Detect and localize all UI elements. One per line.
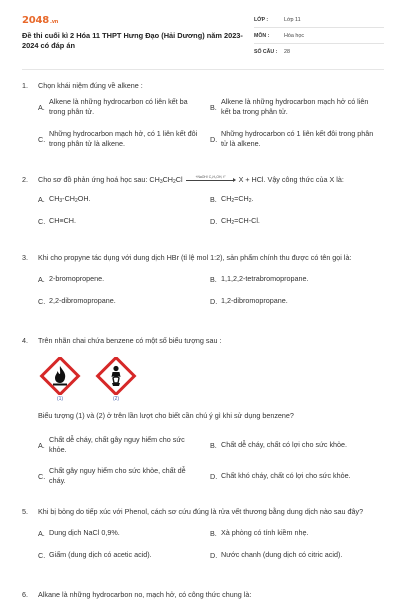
- option-d[interactable]: [210, 471, 382, 481]
- options: [38, 521, 382, 565]
- meta-value: Hóa học: [284, 32, 305, 39]
- option-text: Chất dễ cháy, chất gây nguy hiểm cho sức khỏe.: [49, 435, 185, 454]
- option-letter: B.: [210, 528, 217, 538]
- option-text: CH≡CH.: [49, 216, 76, 225]
- logo-text: 2048: [22, 15, 50, 26]
- question-number: 5.: [22, 507, 28, 516]
- option-text: Những hydrocarbon mạch hở, có 1 liên kết đôi trong phân tử là alkene.: [49, 129, 198, 148]
- option-letter: B.: [210, 274, 217, 284]
- question-number: 4.: [22, 336, 28, 345]
- option-c[interactable]: [38, 466, 208, 486]
- option-d[interactable]: [210, 216, 382, 226]
- question-text: Trên nhãn chai chứa benzene có một số biểu tượng sau :: [38, 336, 222, 345]
- flame-icon: [38, 357, 82, 395]
- option-text: Chất gây nguy hiểm cho sức khỏe, chất dễ cháy.: [49, 466, 186, 485]
- reaction-text: X + HCl. Vậy công thức của X là:: [238, 175, 344, 184]
- pictogram-caption: (1): [56, 396, 64, 402]
- option-letter: C.: [38, 471, 46, 481]
- option-text: $CH_2=CH-Cl$.: [221, 216, 260, 226]
- option-text: 2-bromopropene.: [49, 274, 105, 283]
- option-a[interactable]: [38, 274, 208, 284]
- options: [38, 189, 382, 233]
- options: [38, 425, 382, 489]
- option-c[interactable]: [38, 550, 208, 560]
- reaction-text: Cho sơ đồ phản ứng hoá học sau: CH: [38, 175, 160, 184]
- option-d[interactable]: [210, 550, 382, 560]
- reaction-text: Cl: [175, 175, 183, 184]
- question-text: Khi cho propyne tác dụng với dung dịch HBr (tỉ lệ mol 1:2), sản phẩm chính thu được có tên gọi là:: [38, 253, 352, 262]
- option-text: 2,2-dibromopropane.: [49, 296, 116, 305]
- option-text: 1,2-dibromopropane.: [221, 296, 288, 305]
- question-1: [22, 80, 382, 157]
- subscript: 2: [172, 179, 176, 185]
- health-hazard-icon: [94, 357, 138, 395]
- meta-label: LỚP :: [254, 16, 269, 23]
- option-text: Những hydrocarbon có 1 liên kết đôi trong phân tử là alkene.: [221, 129, 374, 148]
- option-letter: D.: [210, 296, 218, 306]
- question-number: 2.: [22, 175, 28, 184]
- option-d[interactable]: [210, 129, 382, 149]
- option-letter: B.: [210, 440, 217, 450]
- question-stem: [22, 174, 382, 185]
- meta-label: SỐ CÂU :: [254, 49, 278, 55]
- question-number: 3.: [22, 253, 28, 262]
- option-letter: D.: [210, 550, 218, 560]
- header-divider: [22, 69, 384, 70]
- option-text: $CH_2=CH_2$.: [221, 194, 254, 204]
- option-letter: A.: [38, 528, 45, 538]
- meta-row-subject: [254, 28, 384, 44]
- question-4-prompt: [22, 410, 382, 489]
- option-text: Nước chanh (dung dịch có citric acid).: [221, 550, 343, 559]
- option-a[interactable]: [38, 194, 208, 204]
- question-text: Alkane là những hydrocarbon no, mạch hở, có công thức chung là:: [38, 590, 252, 599]
- option-a[interactable]: [38, 435, 208, 455]
- option-letter: A.: [38, 102, 45, 112]
- option-letter: D.: [210, 216, 218, 226]
- option-text: $CH_3-CH_2OH$.: [49, 194, 91, 204]
- option-text: Dung dịch NaCl 0,9%.: [49, 528, 120, 537]
- option-letter: C.: [38, 550, 46, 560]
- question-stem: [22, 335, 382, 346]
- option-b[interactable]: [210, 528, 382, 538]
- meta-label: MÔN :: [254, 32, 270, 39]
- question-text: Khi bị bỏng do tiếp xúc với Phenol, cách sơ cứu đúng là rửa vết thương bằng dung dịch nào sau đây?: [38, 507, 364, 516]
- option-letter: C.: [38, 134, 46, 144]
- question-stem: [22, 589, 382, 600]
- option-c[interactable]: [38, 216, 208, 226]
- options: [38, 267, 382, 311]
- option-letter: C.: [38, 216, 46, 226]
- option-letter: A.: [38, 440, 45, 450]
- option-letter: D.: [210, 471, 218, 481]
- question-6: [22, 589, 382, 600]
- question-5: [22, 506, 382, 565]
- option-a[interactable]: [38, 528, 208, 538]
- reaction-condition: +NaOH/ C₂H₅OH, t°: [195, 175, 226, 180]
- option-text: 1,1,2,2-tetrabromopropane.: [221, 274, 309, 283]
- hazard-pictograms: [38, 357, 158, 405]
- reaction-text: CH: [162, 175, 173, 184]
- option-text: Xà phòng có tính kiềm nhẹ.: [221, 528, 309, 537]
- question-text: Biểu tượng (1) và (2) ở trên lần lượt cho biết cần chú ý gì khi sử dụng benzene?: [38, 411, 294, 420]
- option-text: Chất khó cháy, chất có lợi cho sức khỏe.: [221, 471, 351, 480]
- option-a[interactable]: [38, 97, 208, 117]
- question-number: 1.: [22, 81, 28, 90]
- meta-row-count: [254, 44, 384, 60]
- option-text: Chất dễ cháy, chất có lợi cho sức khỏe.: [221, 440, 348, 449]
- meta-value: 28: [284, 49, 290, 55]
- option-c[interactable]: [38, 296, 208, 306]
- subscript: 3: [159, 179, 163, 185]
- options: [38, 95, 382, 157]
- flammable-pictogram: [38, 357, 82, 402]
- option-letter: A.: [38, 274, 45, 284]
- question-4: [22, 335, 382, 346]
- pictogram-caption: (2): [112, 396, 120, 402]
- question-stem: [22, 252, 382, 263]
- option-letter: B.: [210, 102, 217, 112]
- option-b[interactable]: [210, 97, 382, 117]
- option-letter: B.: [210, 194, 217, 204]
- health-hazard-pictogram: [94, 357, 138, 402]
- meta-row-class: [254, 12, 384, 28]
- site-logo[interactable]: [22, 15, 58, 26]
- question-3: [22, 252, 382, 311]
- option-b[interactable]: [210, 440, 382, 450]
- option-letter: C.: [38, 296, 46, 306]
- option-c[interactable]: [38, 129, 208, 149]
- question-text: Chọn khái niệm đúng về alkene :: [38, 81, 143, 90]
- option-d[interactable]: [210, 296, 382, 306]
- option-text: Alkene là những hydrocarbon có liên kết ba trong phân tử.: [49, 97, 188, 116]
- question-stem: [22, 506, 382, 517]
- reaction-arrow-icon: [185, 176, 237, 184]
- question-stem: [22, 80, 382, 91]
- option-letter: D.: [210, 134, 218, 144]
- question-number: 6.: [22, 590, 28, 599]
- option-text: Giấm (dung dịch có acetic acid).: [49, 550, 152, 559]
- option-text: Alkene là những hydrocarbon mạch hở có liên kết ba trong phân tử.: [221, 97, 369, 116]
- exam-meta-table: [254, 12, 384, 60]
- meta-value: Lớp 11: [284, 16, 301, 23]
- header: [22, 12, 384, 64]
- option-letter: A.: [38, 194, 45, 204]
- exam-title: Đề thi cuối kì 2 Hóa 11 THPT Hưng Đạo (Hải Dương) năm 2023-2024 có đáp án: [22, 31, 243, 50]
- question-text: [38, 174, 382, 185]
- logo-suffix: .vn: [50, 19, 59, 25]
- option-b[interactable]: [210, 274, 382, 284]
- question-stem: [22, 410, 382, 421]
- question-2: [22, 174, 382, 233]
- option-b[interactable]: [210, 194, 382, 204]
